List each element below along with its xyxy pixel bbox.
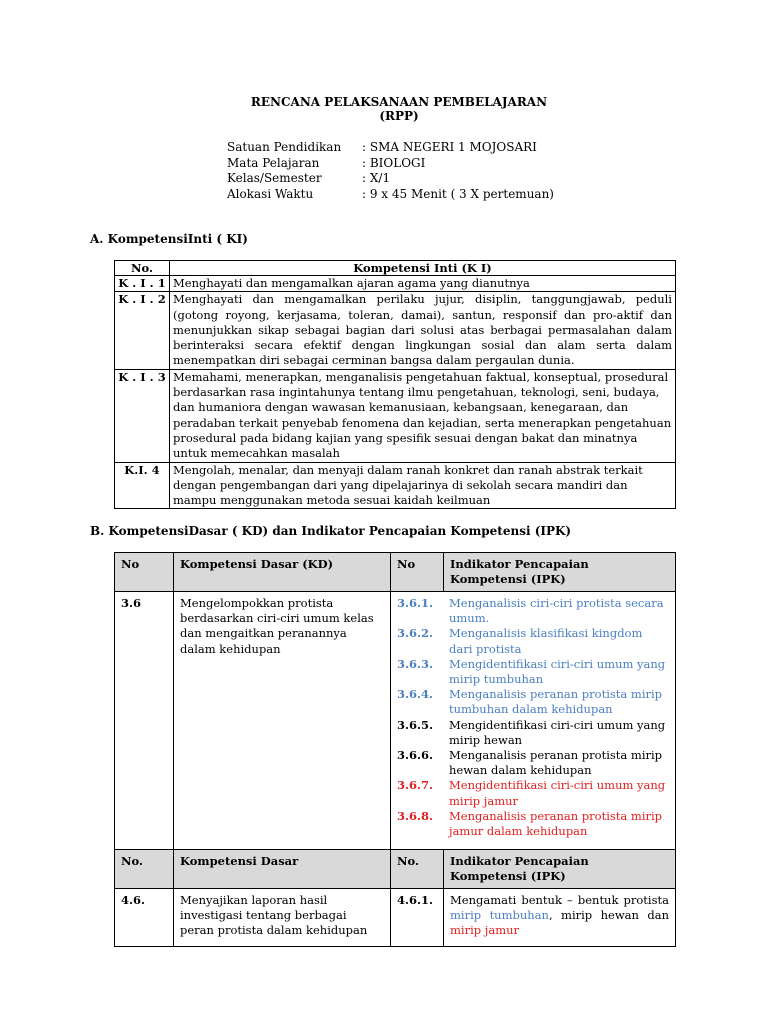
meta-value: : 9 x 45 Menit ( 3 X pertemuan)	[362, 186, 554, 201]
table-header-row	[115, 850, 676, 889]
meta-row	[227, 156, 554, 172]
meta-label: Satuan Pendidikan	[227, 140, 342, 154]
ipk-item	[397, 809, 669, 839]
table-row	[115, 369, 676, 462]
ipk-text: Mengidentifikasi ciri-ciri umum yang mirip tumbuhan	[449, 656, 666, 687]
table-row	[115, 292, 676, 369]
ipk-number: 4.6.1.	[391, 889, 444, 947]
ipk-text: Mengidentifikasi ciri-ciri umum yang mirip hewan	[449, 717, 666, 747]
ipk-item	[397, 626, 669, 656]
header-no: No.	[115, 261, 170, 276]
document-title: RENCANA PELAKSANAAN PEMBELAJARAN	[250, 95, 548, 109]
ipk-item	[397, 748, 669, 778]
table-header-row	[115, 261, 676, 276]
ipk-list-body	[397, 596, 669, 839]
meta-label: Mata Pelajaran	[227, 155, 320, 170]
table-header-row	[115, 553, 676, 592]
ipk-number: 3.6.2.	[397, 626, 434, 641]
meta-label: Alokasi Waktu	[227, 186, 314, 201]
ipk-item	[397, 596, 669, 626]
table-row	[115, 276, 676, 292]
header-ipk: Indikator Pencapaian Kompetensi (IPK)	[444, 850, 676, 889]
ipk-text: Menganalisis peranan protista mirip hewan dalam kehidupan	[449, 748, 663, 778]
header-kd: Kompetensi Dasar	[174, 850, 391, 889]
kd-text: Mengelompokkan protista berdasarkan ciri-ciri umum kelas dan mengaitkan peranannya dalam kehidupan	[174, 592, 391, 850]
kd-number: 4.6.	[115, 889, 174, 947]
ki-table	[114, 260, 676, 509]
header-no: No	[115, 553, 174, 592]
ipk-number: 3.6.3.	[397, 656, 434, 671]
ipk-text-part: mirip tumbuhan	[450, 908, 549, 923]
header-no: No.	[115, 850, 174, 889]
header-no2: No	[391, 553, 444, 592]
ipk-text	[444, 889, 676, 947]
kd-table	[114, 552, 676, 947]
ipk-text: Menganalisis klasifikasi kingdom dari protista	[449, 626, 643, 656]
ki-text: Menghayati dan mengamalkan perilaku jujur, disiplin, tanggungjawab, peduli (gotong royong, kerjasama, toleran, damai), santun, responsif dan pro-aktif dan menunjukkan sikap sebagai bagian dari solusi atas berbagai permasalahan dalam berinteraksi secara efektif dengan lingkungan sosial dan alam serta dalam menempatkan diri sebagai cerminan bangsa dalam pergaulan dunia.	[170, 292, 676, 369]
ipk-text-part: , mirip hewan dan	[548, 908, 669, 923]
ki-number: K . I . 3	[115, 369, 170, 462]
ki-number: K . I . 2	[115, 292, 170, 369]
meta-row	[227, 187, 554, 203]
ipk-text-part: mirip jamur	[450, 923, 520, 938]
ki-text: Memahami, menerapkan, menganalisis pengetahuan faktual, konseptual, prosedural berdasarkan rasa ingintahunya tentang ilmu pengetahuan, teknologi, seni, budaya, dan humaniora dengan wawasan kemanusiaan, kebangsaan, kenegaraan, dan peradaban terkait penyebab fenomena dan kejadian, serta menerapkan pengetahuan prosedural pada bidang kajian yang spesifik sesuai dengan bakat dan minatnya untuk memecahkan masalah	[170, 369, 676, 462]
kd-text: Menyajikan laporan hasil investigasi tentang berbagai peran protista dalam kehidupan	[174, 889, 391, 947]
ipk-text-part: Mengamati bentuk – bentuk protista	[450, 893, 669, 907]
ipk-text: Menganalisis peranan protista mirip tumbuhan dalam kehidupan	[449, 687, 663, 717]
ipk-number: 3.6.5.	[397, 717, 434, 732]
meta-value: : BIOLOGI	[362, 155, 426, 170]
table-row	[115, 592, 676, 850]
header-kd: Kompetensi Dasar (KD)	[174, 553, 391, 592]
ipk-number: 3.6.8.	[397, 808, 434, 823]
ipk-number: 3.6.7.	[397, 778, 434, 793]
ipk-number: 3.6.6.	[397, 748, 434, 763]
ipk-text: Menganalisis ciri-ciri protista secara umum.	[449, 596, 664, 626]
table-row	[115, 462, 676, 509]
ki-text: Menghayati dan mengamalkan ajaran agama yang dianutnya	[170, 276, 676, 292]
section-a-heading: A. KompetensiInti ( KI)	[90, 232, 248, 246]
ipk-number: 3.6.4.	[397, 687, 434, 702]
document-subtitle: (RPP)	[379, 109, 419, 123]
meta-value: : X/1	[362, 171, 391, 185]
header-ipk: Indikator Pencapaian Kompetensi (IPK)	[444, 553, 676, 592]
ipk-text: Mengidentifikasi ciri-ciri umum yang mirip jamur	[449, 778, 666, 808]
ipk-list	[391, 592, 676, 850]
header-no2: No.	[391, 850, 444, 889]
meta-block	[227, 140, 554, 202]
section-b-heading: B. KompetensiDasar ( KD) dan Indikator Pencapaian Kompetensi (IPK)	[90, 524, 572, 538]
ki-text: Mengolah, menalar, dan menyaji dalam ranah konkret dan ranah abstrak terkait dengan pengembangan dari yang dipelajarinya di sekolah secara mandiri dan mampu menggunakan metoda sesuai kaidah keilmuan	[170, 462, 676, 509]
ipk-number: 3.6.1.	[397, 596, 434, 610]
ki-number: K . I . 1	[115, 276, 170, 292]
table-row	[115, 889, 676, 947]
ipk-item	[397, 657, 669, 687]
header-ki: Kompetensi Inti (K I)	[170, 261, 676, 276]
ipk-item	[397, 778, 669, 808]
meta-value: : SMA NEGERI 1 MOJOSARI	[362, 140, 537, 154]
meta-row	[227, 140, 554, 156]
meta-row	[227, 171, 554, 187]
ipk-text: Menganalisis peranan protista mirip jamur dalam kehidupan	[449, 808, 663, 839]
ipk-item	[397, 718, 669, 748]
ki-number: K.I. 4	[115, 462, 170, 509]
ipk-item	[397, 687, 669, 717]
kd-number: 3.6	[115, 592, 174, 850]
meta-label: Kelas/Semester	[227, 171, 322, 185]
